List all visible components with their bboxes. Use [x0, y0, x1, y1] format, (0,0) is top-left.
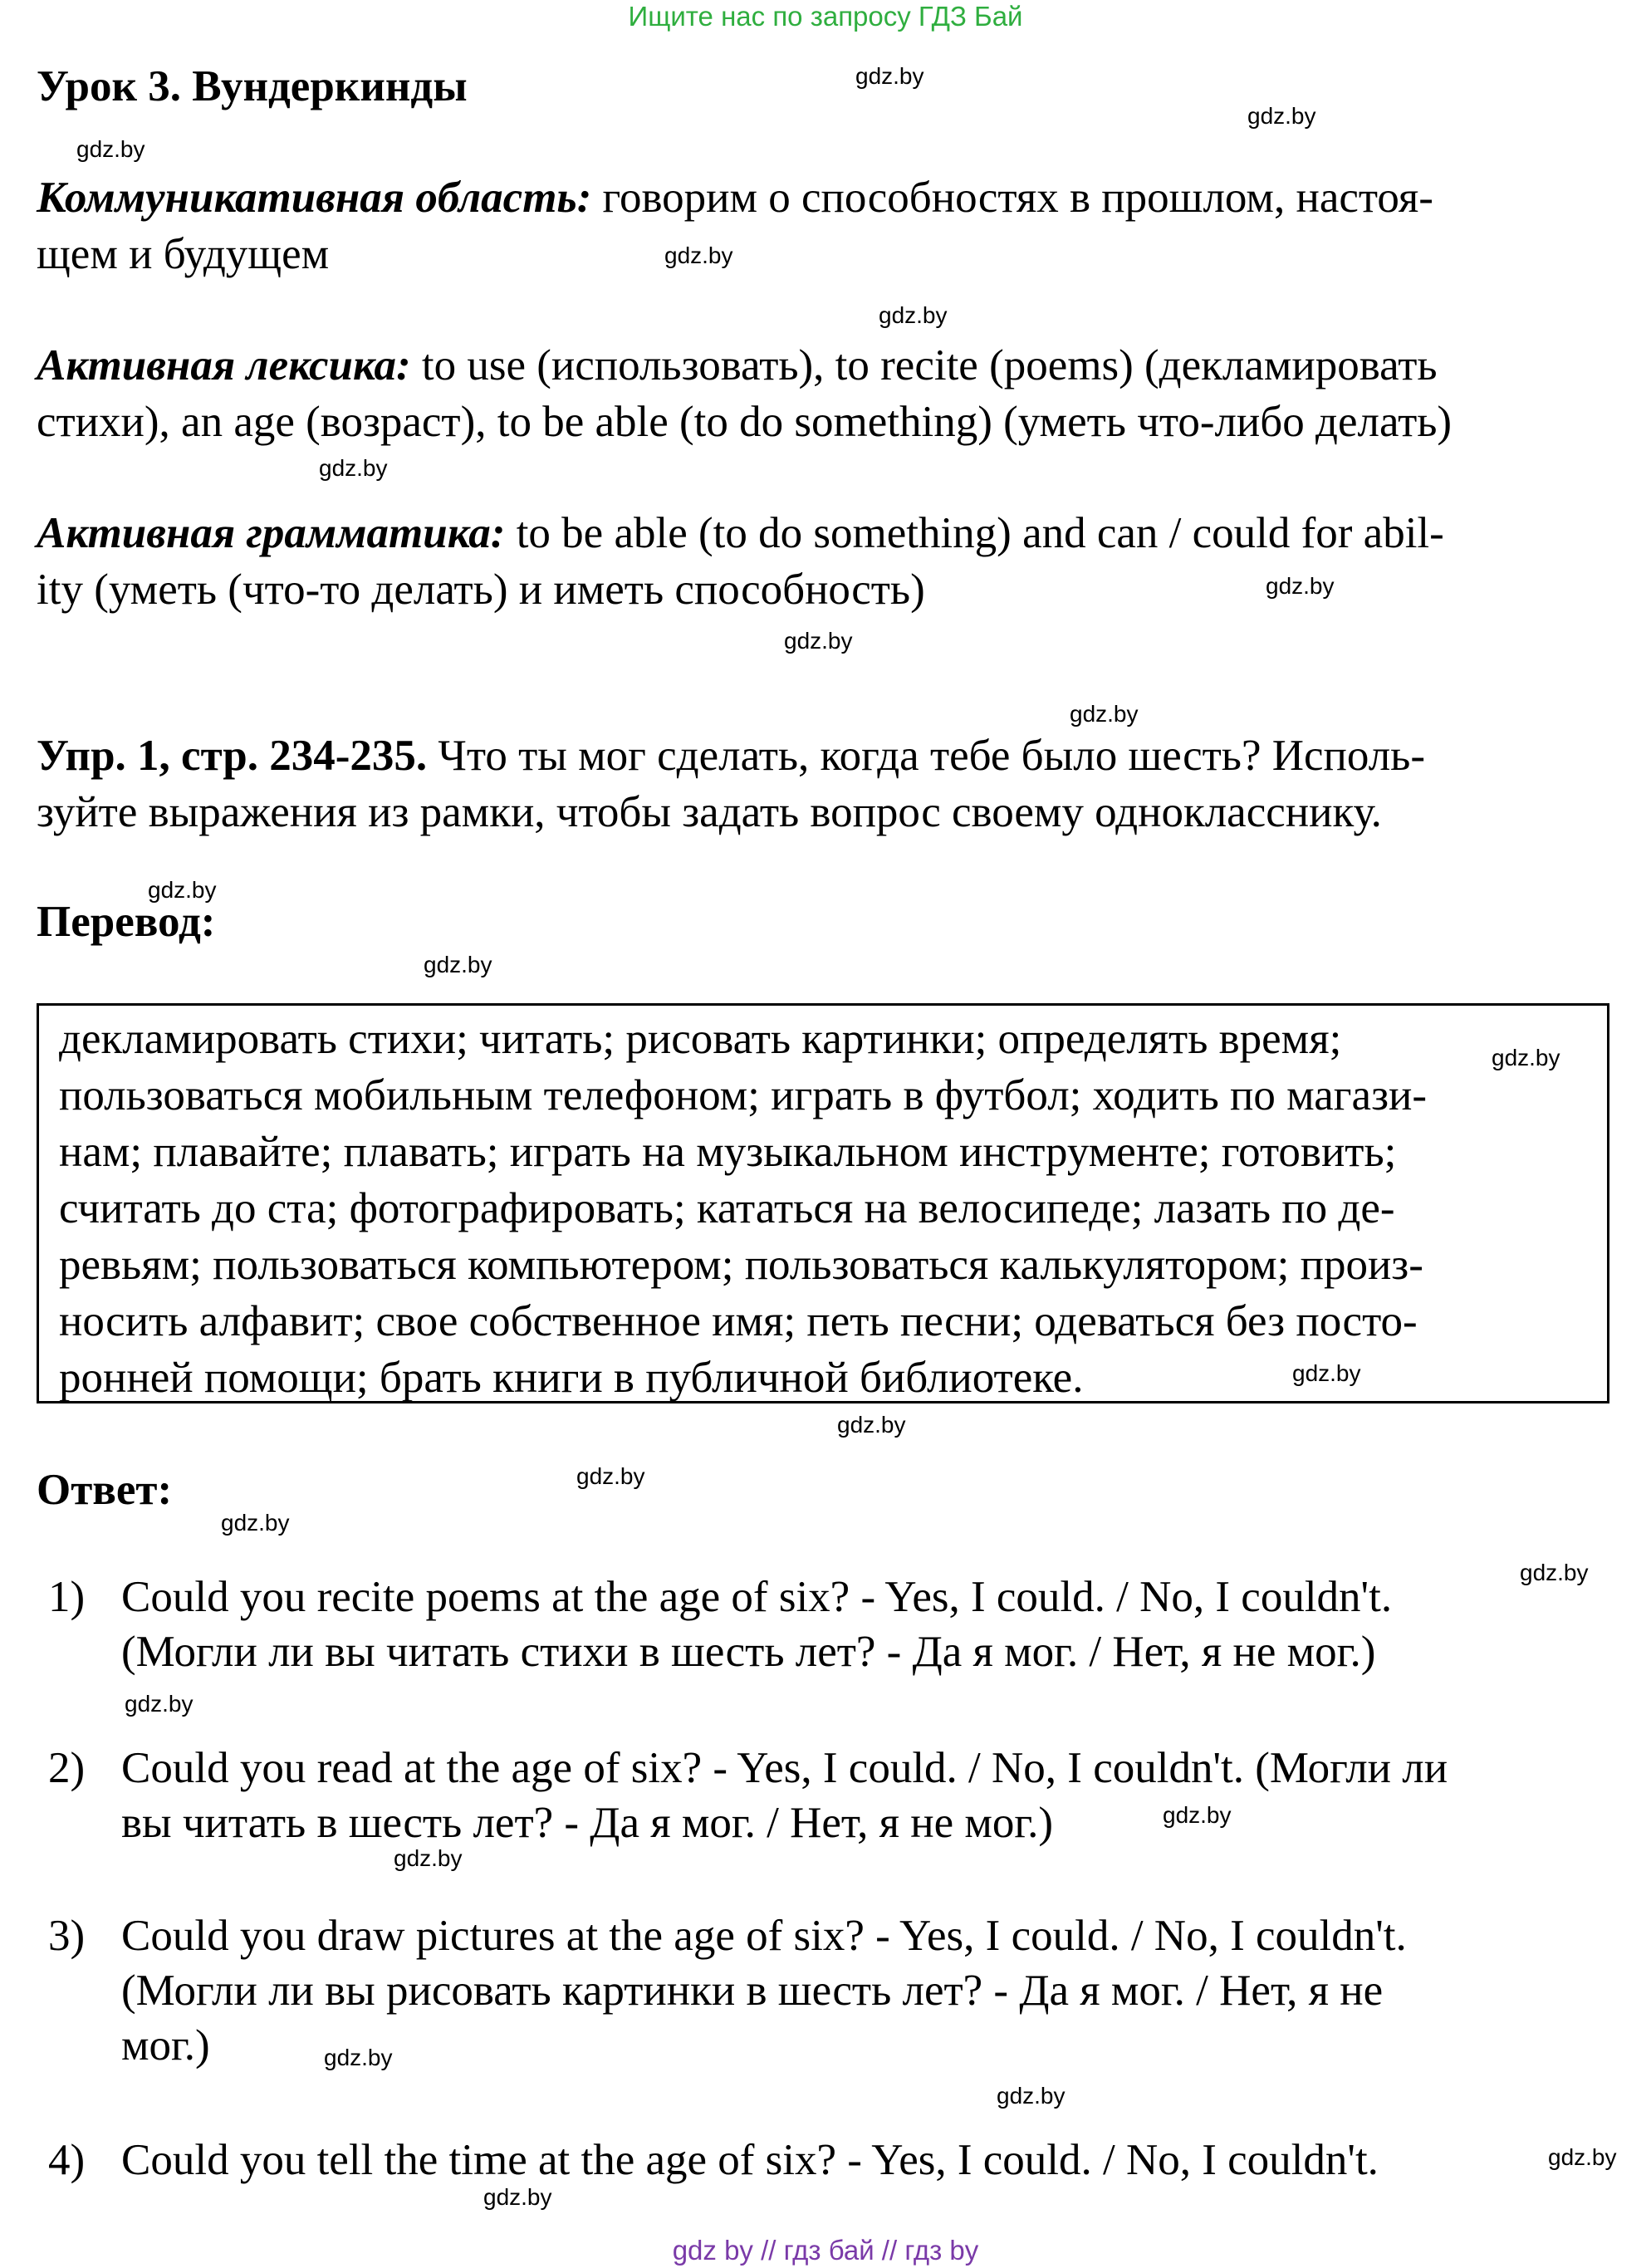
active-grammar: [37, 505, 1631, 618]
watermark: gdz.by: [1266, 573, 1335, 599]
answer-label: Ответ:: [37, 1466, 173, 1514]
phrase-line: ронней помощи; брать книги в публичной библиотеке.: [59, 1354, 1084, 1402]
answer-item-2: [48, 1741, 1626, 1850]
top-banner-link[interactable]: Ищите нас по запросу ГДЗ Бай: [628, 1, 1023, 32]
answer-item-1: [48, 1570, 1626, 1679]
watermark: gdz.by: [1070, 701, 1139, 727]
answer-line: Could you draw pictures at the age of six? - Yes, I could. / No, I couldn't.: [121, 1912, 1407, 1960]
watermark: gdz.by: [221, 1510, 290, 1536]
watermark: gdz.by: [324, 2045, 393, 2070]
answer-line: вы читать в шесть лет? - Да я мог. / Нет, я не мог.): [121, 1799, 1054, 1847]
answer-item-4: [48, 2133, 1626, 2187]
phrase-box: [37, 1003, 1609, 1403]
answer-item-3: [48, 1908, 1626, 2073]
vocabulary-text-2: стихи), an age (возраст), to be able (to do something) (уметь что-либо делать): [37, 398, 1453, 446]
watermark: gdz.by: [879, 302, 948, 328]
footer-links[interactable]: gdz by // гдз бай // гдз by: [672, 2235, 979, 2266]
watermark: gdz.by: [394, 1845, 463, 1871]
watermark: gdz.by: [1247, 103, 1316, 129]
watermark: gdz.by: [148, 877, 217, 903]
watermark: gdz.by: [1163, 1802, 1232, 1828]
watermark: gdz.by: [319, 455, 388, 481]
phrase-line: нам; плавайте; плавать; играть на музыкальном инструменте; готовить;: [59, 1128, 1397, 1176]
answer-line: Could you recite poems at the age of six? - Yes, I could. / No, I couldn't.: [121, 1573, 1393, 1621]
answer-line: мог.): [121, 2021, 210, 2070]
phrase-line: декламировать стихи; читать; рисовать картинки; определять время;: [59, 1015, 1342, 1063]
grammar-label: Активная грамматика:: [37, 509, 506, 557]
watermark: gdz.by: [125, 1691, 194, 1717]
answer-number: 4): [48, 2136, 86, 2184]
answer-number: 1): [48, 1573, 86, 1621]
communicative-label: Коммуникативная область:: [37, 174, 592, 222]
watermark: gdz.by: [76, 136, 145, 162]
watermark: gdz.by: [1520, 1560, 1589, 1585]
answer-number: 2): [48, 1744, 86, 1792]
watermark: gdz.by: [1548, 2144, 1617, 2170]
watermark: gdz.by: [1292, 1360, 1361, 1386]
watermark: gdz.by: [855, 63, 924, 89]
grammar-text-2: ity (уметь (что-то делать) и иметь способность): [37, 566, 925, 614]
phrase-box-text: [59, 1011, 1595, 1406]
grammar-text-1: to be able (to do something) and can / could for abil-: [516, 509, 1444, 557]
exercise-heading: [37, 727, 1631, 840]
watermark: gdz.by: [997, 2083, 1066, 2109]
exercise-text-1: Что ты мог сделать, когда тебе было шесть? Исполь-: [438, 732, 1425, 780]
vocabulary-text-1: to use (использовать), to recite (poems) (декламировать: [421, 341, 1438, 389]
lesson-title: Урок 3. Вундеркинды: [37, 62, 468, 110]
watermark: gdz.by: [784, 628, 853, 654]
communicative-area: [37, 169, 1614, 282]
active-vocabulary: [37, 337, 1631, 450]
answer-number: 3): [48, 1912, 86, 1960]
watermark: gdz.by: [1492, 1045, 1560, 1070]
phrase-line: ревьям; пользоваться компьютером; пользоваться калькулятором; произ-: [59, 1241, 1423, 1289]
watermark: gdz.by: [837, 1412, 906, 1438]
answer-line: (Могли ли вы читать стихи в шесть лет? - Да я мог. / Нет, я не мог.): [121, 1628, 1376, 1676]
watermark: gdz.by: [576, 1463, 645, 1489]
watermark: gdz.by: [424, 952, 492, 977]
communicative-text-2: щем и будущем: [37, 230, 330, 278]
translation-label: Перевод:: [37, 898, 216, 946]
answer-line: (Могли ли вы рисовать картинки в шесть лет? - Да я мог. / Нет, я не: [121, 1967, 1384, 2015]
phrase-line: носить алфавит; свое собственное имя; петь песни; одеваться без посто-: [59, 1297, 1418, 1345]
watermark: gdz.by: [483, 2184, 552, 2210]
watermark: gdz.by: [664, 242, 733, 268]
answer-line: Could you read at the age of six? - Yes, I could. / No, I couldn't. (Могли ли: [121, 1744, 1448, 1792]
phrase-line: пользоваться мобильным телефоном; играть в футбол; ходить по магази-: [59, 1071, 1428, 1119]
exercise-label: Упр. 1, стр. 234-235.: [37, 732, 428, 780]
answer-line: Could you tell the time at the age of six? - Yes, I could. / No, I couldn't.: [121, 2136, 1379, 2184]
phrase-line: считать до ста; фотографировать; кататься на велосипеде; лазать по де-: [59, 1184, 1395, 1232]
exercise-text-2: зуйте выражения из рамки, чтобы задать вопрос своему однокласснику.: [37, 788, 1382, 836]
vocabulary-label: Активная лексика:: [37, 341, 411, 389]
communicative-text-1: говорим о способностях в прошлом, настоя-: [602, 174, 1433, 222]
